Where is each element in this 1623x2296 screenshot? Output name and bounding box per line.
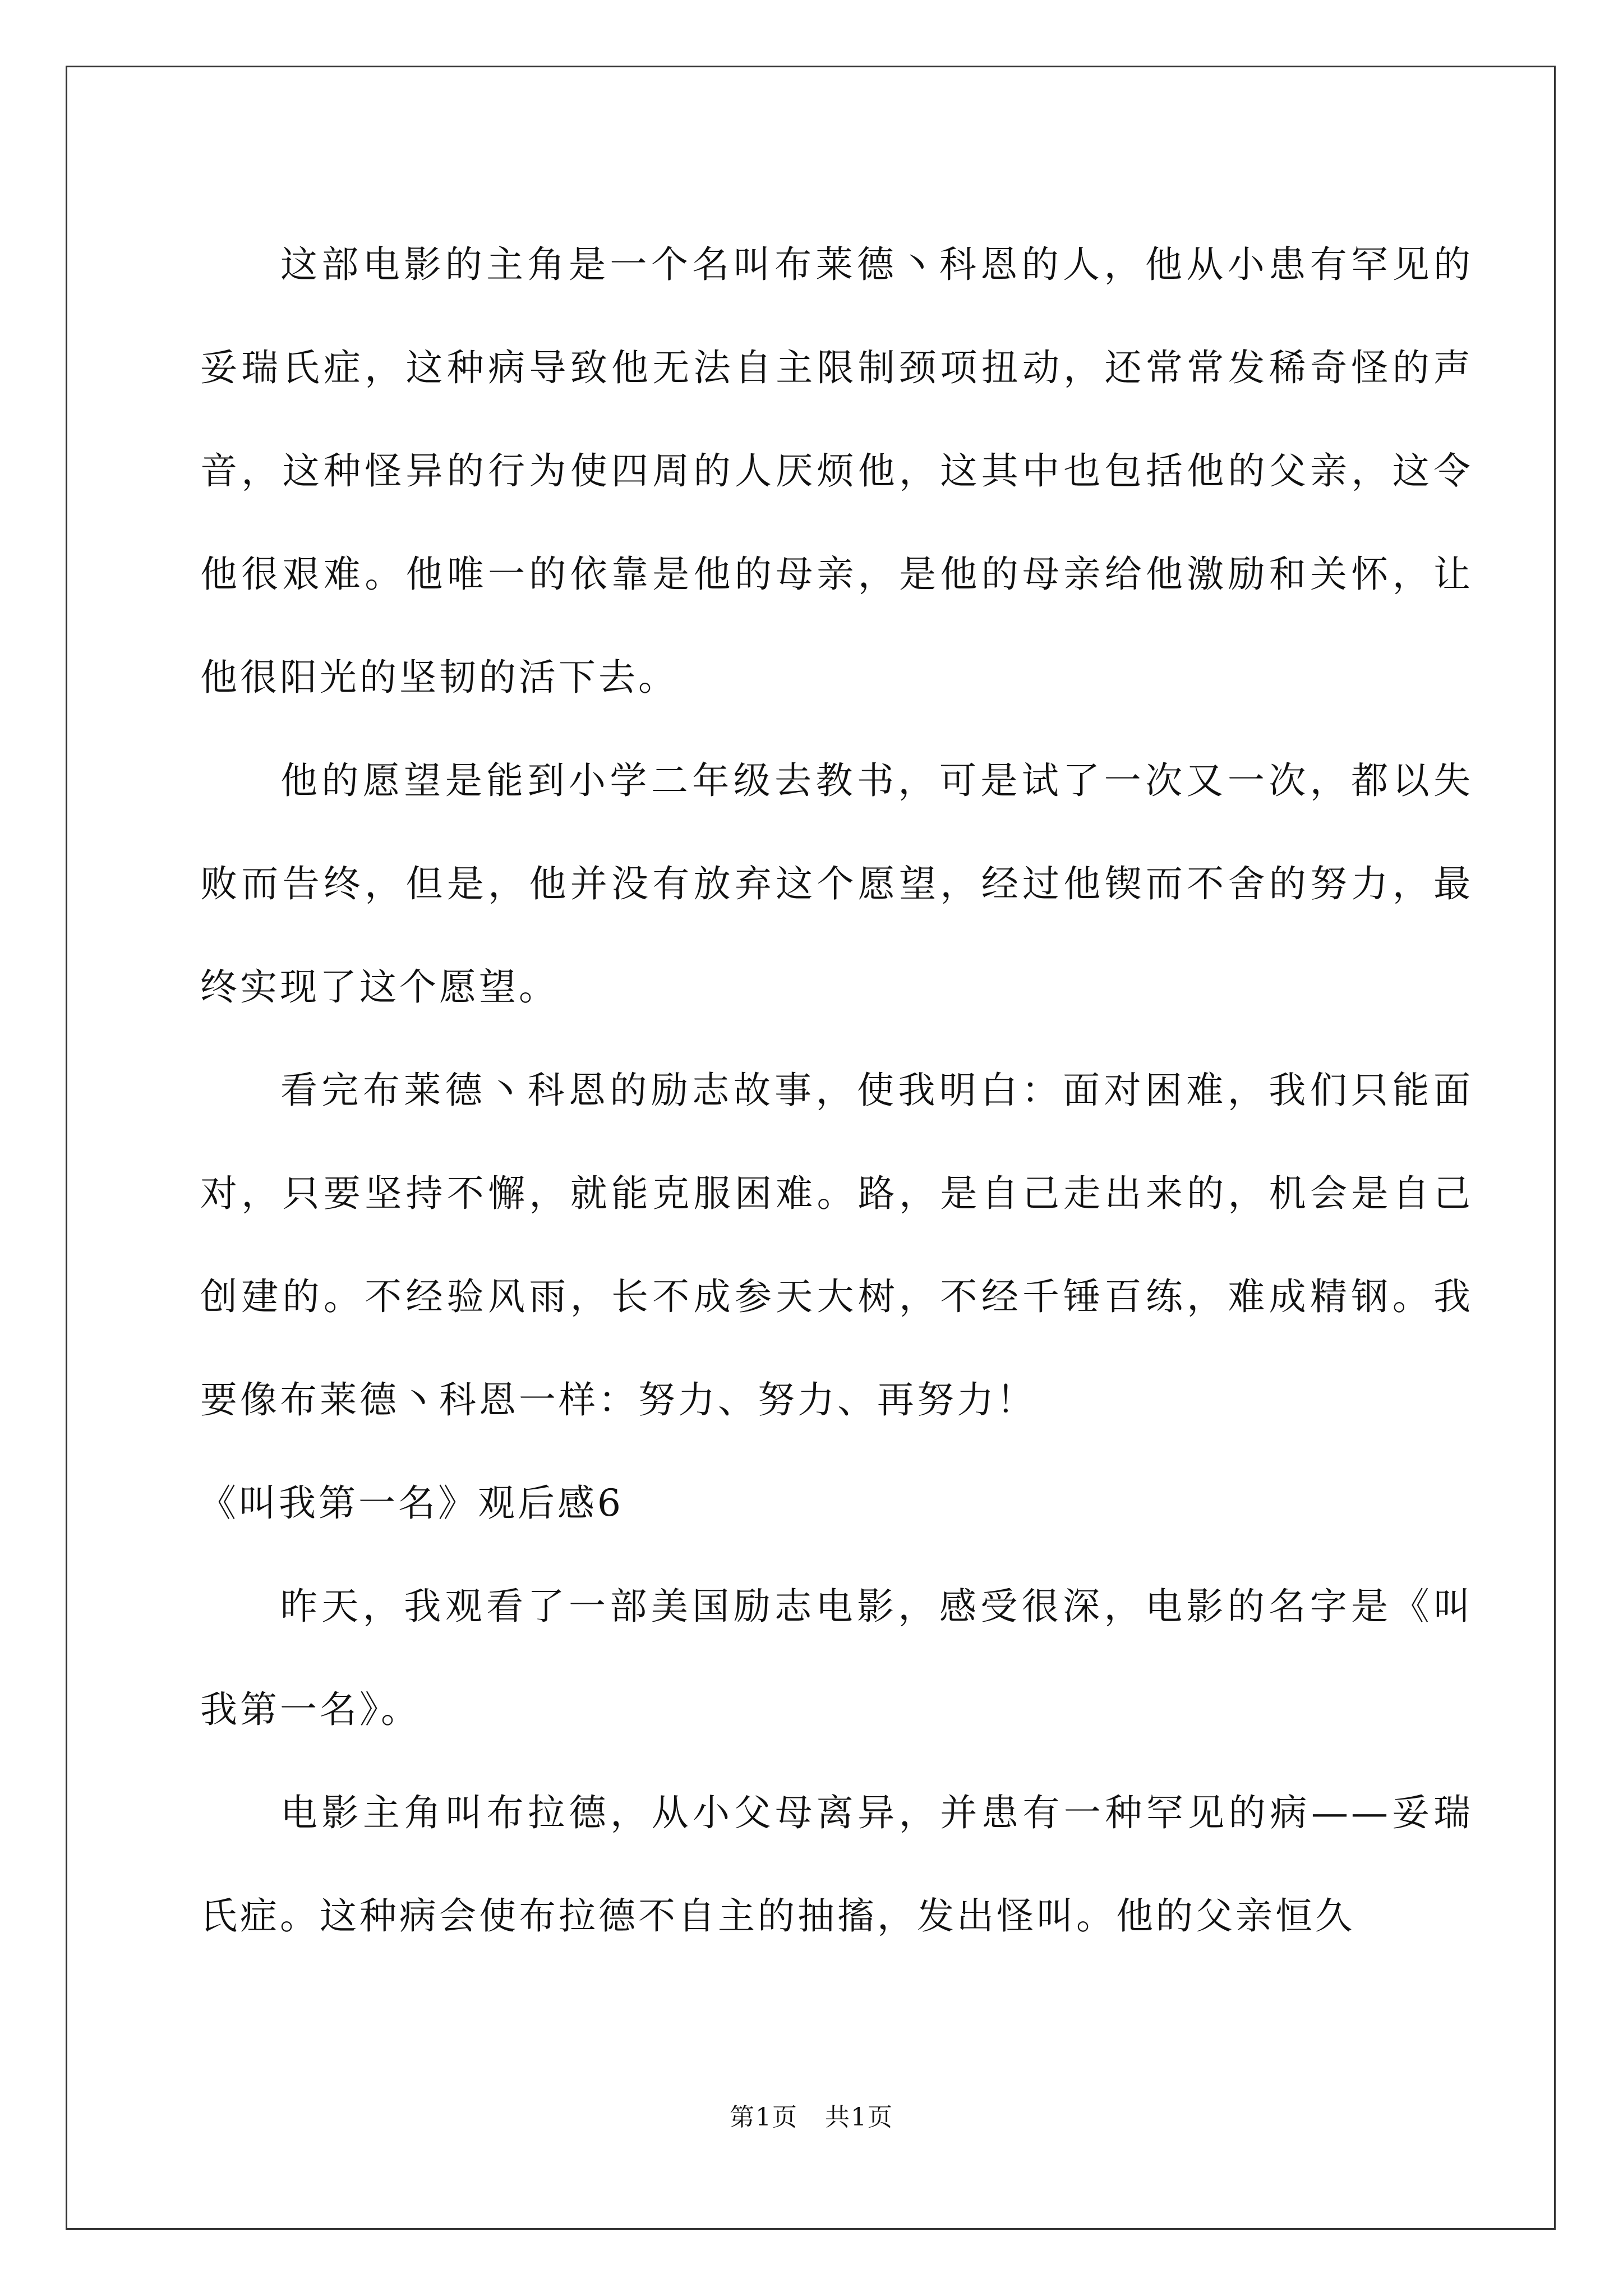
paragraph-1: 这部电影的主角是一个名叫布莱德丶科恩的人，他从小患有罕见的妥瑞氏症，这种病导致他无法自主限制颈项扭动，还常常发稀奇怪的声音，这种怪异的行为使四周的人厌烦他，这其中也包括他的父亲，这令他很艰难。他唯一的依靠是他的母亲，是他的母亲给他激励和关怀，让他很阳光的坚韧的活下去。 xyxy=(200,243,1473,699)
paragraph-2: 他的愿望是能到小学二年级去教书，可是试了一次又一次，都以失败而告终，但是，他并没有放弃这个愿望，经过他锲而不舍的努力，最终实现了这个愿望。 xyxy=(200,759,1473,1009)
page-total: 共1页 xyxy=(825,2103,893,2132)
paragraph-5: 电影主角叫布拉德，从小父母离异，并患有一种罕见的病——妥瑞氏症。这种病会使布拉德不自主的抽搐，发出怪叫。他的父亲恒久 xyxy=(200,1791,1473,1938)
page-number: 第1页 xyxy=(730,2103,798,2132)
paragraph-3: 看完布莱德丶科恩的励志故事，使我明白：面对困难，我们只能面对，只要坚持不懈，就能克服困难。路，是自己走出来的，机会是自己创建的。不经验风雨，长不成参天大树，不经千锤百练，难成精钢。我要像布莱德丶科恩一样：努力、努力、再努力！ xyxy=(200,1069,1473,1421)
paragraph-4: 昨天，我观看了一部美国励志电影，感受很深，电影的名字是《叫我第一名》。 xyxy=(200,1585,1473,1731)
page-footer xyxy=(0,2101,1623,2134)
section-title: 《叫我第一名》观后感6 xyxy=(199,1481,624,1525)
document-body xyxy=(200,213,1473,1968)
